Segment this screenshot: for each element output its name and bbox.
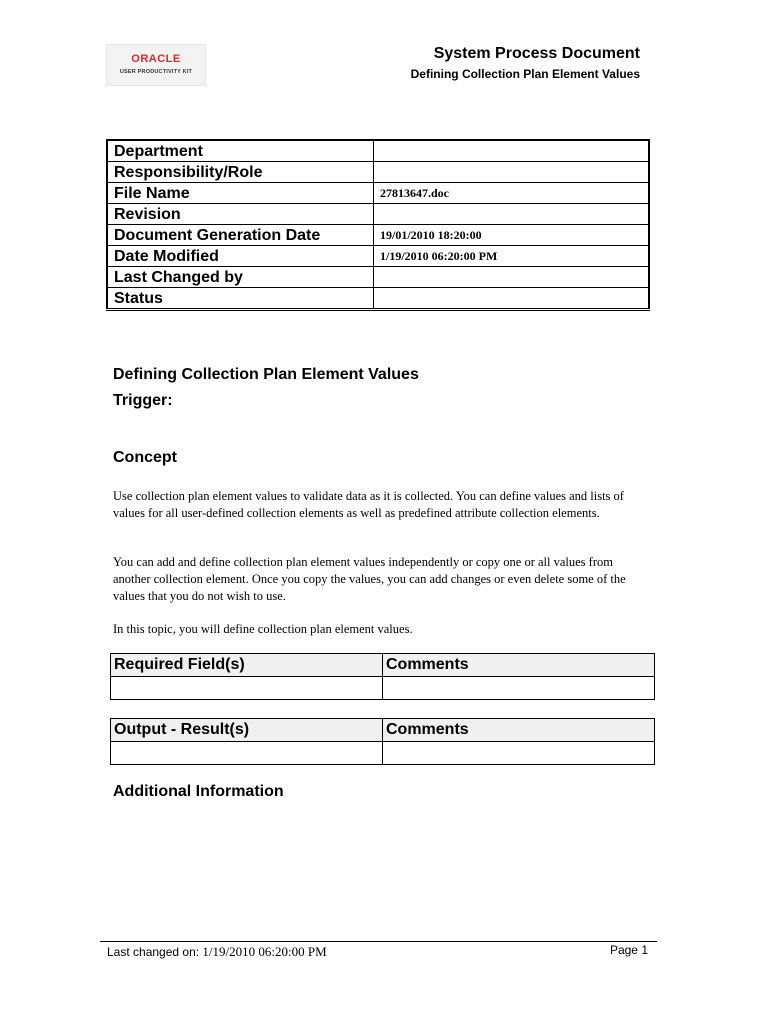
column-header: Comments [383, 654, 655, 677]
info-label: Document Generation Date [107, 225, 374, 246]
info-row [107, 246, 649, 267]
info-row [107, 288, 649, 310]
info-value [374, 162, 650, 183]
table-row [111, 742, 655, 765]
table-cell [111, 677, 383, 700]
oracle-upk-logo [106, 44, 206, 86]
info-value [374, 267, 650, 288]
footer-last-changed [107, 944, 327, 960]
column-header: Output - Result(s) [111, 719, 383, 742]
info-value [374, 288, 650, 310]
document-type-title: System Process Document [433, 45, 640, 62]
info-label: Revision [107, 204, 374, 225]
info-label: Responsibility/Role [107, 162, 374, 183]
column-header: Required Field(s) [111, 654, 383, 677]
info-label: Last Changed by [107, 267, 374, 288]
footer-last-changed-value: 1/19/2010 06:20:00 PM [202, 944, 327, 959]
table-header-row [111, 719, 655, 742]
additional-information-heading: Additional Information [113, 783, 284, 800]
concept-paragraph: In this topic, you will define collection plan element values. [113, 622, 413, 636]
info-row [107, 267, 649, 288]
table-cell [111, 742, 383, 765]
trigger-heading: Trigger: [113, 392, 173, 409]
info-label: Department [107, 140, 374, 162]
document-subtitle: Defining Collection Plan Element Values [410, 67, 640, 81]
info-value [374, 140, 650, 162]
footer-divider [100, 941, 657, 942]
concept-paragraph: You can add and define collection plan element values independently or copy one or all values from another collection element. Once you copy the values, you can add changes or even delete some of the values that you do not wish to use. [113, 555, 626, 603]
document-info-table [106, 139, 650, 311]
info-value: 19/01/2010 18:20:00 [374, 225, 650, 246]
info-value: 27813647.doc [374, 183, 650, 204]
logo-product: USER PRODUCTIVITY KIT [119, 69, 193, 75]
output-results-table [110, 718, 655, 765]
info-row [107, 204, 649, 225]
info-value: 1/19/2010 06:20:00 PM [374, 246, 650, 267]
table-header-row [111, 654, 655, 677]
footer-last-changed-label: Last changed on: [107, 945, 203, 959]
info-value [374, 204, 650, 225]
info-label: File Name [107, 183, 374, 204]
table-cell [383, 677, 655, 700]
info-row [107, 162, 649, 183]
concept-paragraph: Use collection plan element values to validate data as it is collected. You can define values and lists of values for all user-defined collection elements as well as predefined attribute collection elements. [113, 489, 624, 520]
table-row [111, 677, 655, 700]
required-fields-table [110, 653, 655, 700]
page-number: Page 1 [609, 943, 648, 957]
table-cell [383, 742, 655, 765]
info-row [107, 225, 649, 246]
info-row [107, 183, 649, 204]
logo-brand: ORACLE [131, 53, 181, 65]
info-label: Status [107, 288, 374, 310]
info-label: Date Modified [107, 246, 374, 267]
column-header: Comments [383, 719, 655, 742]
section-title: Defining Collection Plan Element Values [113, 366, 419, 383]
info-row [107, 140, 649, 162]
concept-heading: Concept [113, 449, 177, 466]
